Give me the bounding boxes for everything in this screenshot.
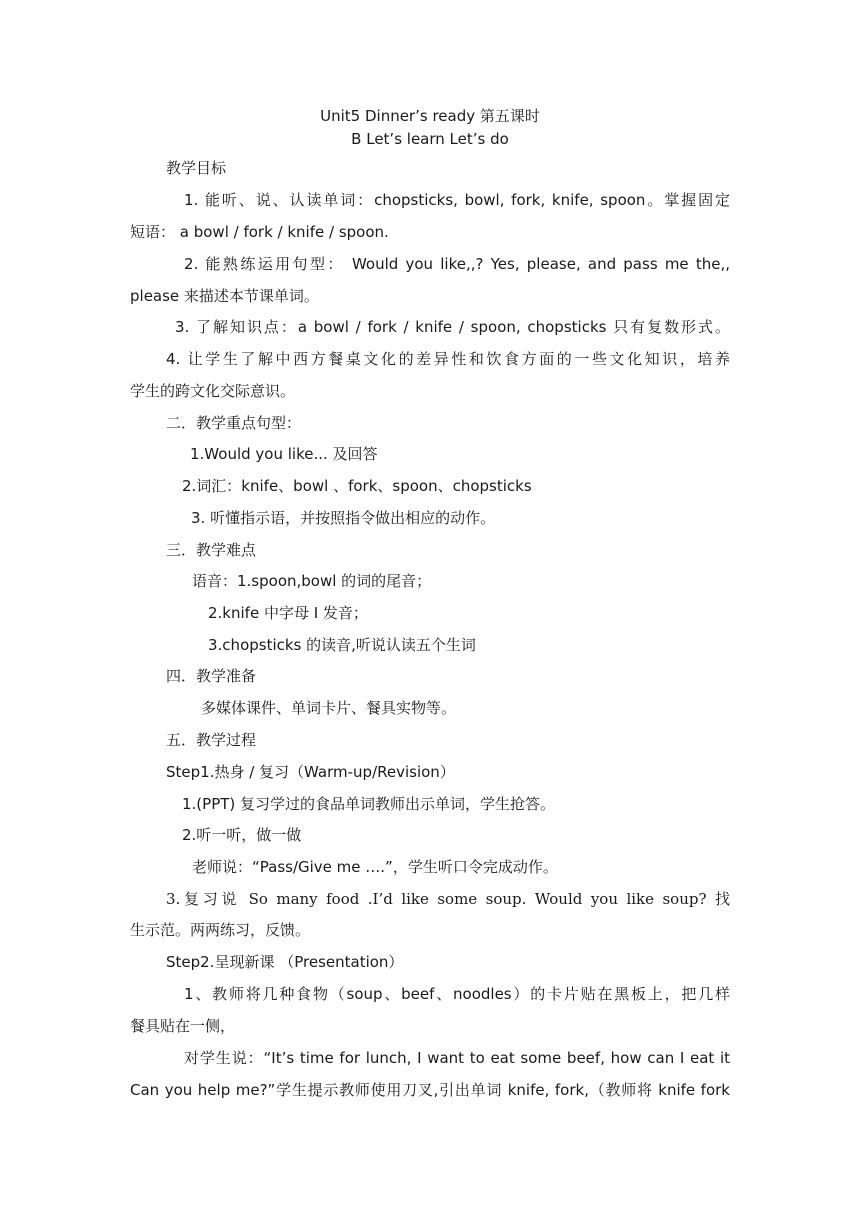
step2-title: Step2.呈现新课 （Presentation） xyxy=(166,953,404,971)
key-point-2: 2.词汇：knife、bowl 、fork、spoon、chopsticks xyxy=(182,477,532,495)
difficulty-1: 语音：1.spoon,bowl 的词的尾音； xyxy=(192,572,432,590)
key-point-1: 1.Would you like... 及回答 xyxy=(190,445,378,463)
difficulty-2: 2.knife 中字母 I 发音； xyxy=(208,604,368,622)
process-heading: 五．教学过程 xyxy=(166,731,257,749)
objective-3: 3. 了解知识点：a bowl / fork / knife / spoon, chopsticks 只有复数形式。 xyxy=(175,318,730,336)
title-line-2: B Let’s learn Let’s do xyxy=(351,130,509,148)
difficulty-3: 3.chopsticks 的读音,听说认读五个生词 xyxy=(208,636,476,654)
step1-item-1: 1.(PPT) 复习学过的食品单词教师出示单词，学生抢答。 xyxy=(182,795,556,813)
objective-1-line-1: 1. 能听、说、认读单词：chopsticks, bowl, fork, knife, spoon。掌握固定 xyxy=(184,191,730,209)
key-point-3: 3. 听懂指示语，并按照指令做出相应的动作。 xyxy=(191,509,496,527)
objective-4-line-2: 学生的跨文化交际意识。 xyxy=(130,382,296,400)
step1-item-2-detail: 老师说：“Pass/Give me ….”，学生听口令完成动作。 xyxy=(192,858,558,876)
objective-1-line-2: 短语： a bowl / fork / knife / spoon. xyxy=(130,223,389,241)
step2-item-1-line-3: 对学生说：“It’s time for lunch, I want to eat some beef, how can I eat it xyxy=(184,1049,730,1067)
step1-item-3-line-2: 生示范。两两练习，反馈。 xyxy=(130,921,311,939)
step2-item-1-line-4: Can you help me?”学生提示教师使用刀叉,引出单词 knife, fork,（教师将 knife fork xyxy=(130,1081,730,1099)
step2-item-1-line-2: 餐具贴在一侧， xyxy=(130,1017,236,1035)
step1-item-2: 2.听一听，做一做 xyxy=(182,826,302,844)
objective-2-line-2: please 来描述本节课单词。 xyxy=(130,287,319,305)
objective-4-line-1: 4. 让学生了解中西方餐桌文化的差异性和饮食方面的一些文化知识，培养 xyxy=(166,350,730,368)
step1-title: Step1.热身 / 复习（Warm-up/Revision） xyxy=(166,763,455,781)
preparation-text: 多媒体课件、单词卡片、餐具实物等。 xyxy=(201,699,457,717)
objective-2-line-1: 2. 能熟练运用句型： Would you like,,? Yes, please, and pass me the,, xyxy=(184,255,730,273)
preparation-heading: 四．教学准备 xyxy=(166,667,257,685)
difficulties-heading: 三．教学难点 xyxy=(166,541,257,559)
step2-item-1-line-1: 1、教师将几种食物（soup、beef、noodles）的卡片贴在黑板上，把几样 xyxy=(184,985,730,1003)
objectives-heading: 教学目标 xyxy=(166,159,227,177)
title-line-1: Unit5 Dinner’s ready 第五课时 xyxy=(320,107,540,125)
step1-item-3-line-1: 3.复习说 So many food .I’d like some soup. Would you like soup? 找 xyxy=(166,890,730,908)
key-points-heading: 二．教学重点句型： xyxy=(166,414,302,432)
